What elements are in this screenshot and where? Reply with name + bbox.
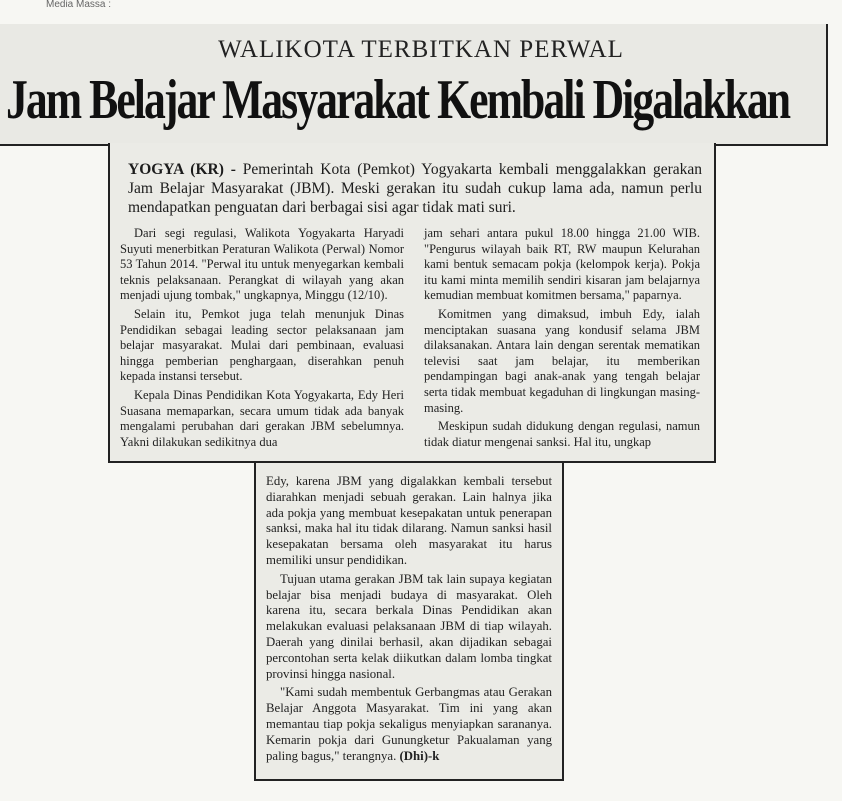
paragraph: Selain itu, Pemkot juga telah menunjuk Dinas Pendidikan sebagai leading sector pelaksanaan jam belajar masyarakat. Mulai dari pembinaan, evaluasi hingga pemberian penghargaan, diserahkan penuh kepada instansi tersebut.: [120, 306, 404, 384]
source-label: Media Massa :: [46, 0, 112, 10]
article-column-2: [424, 226, 700, 453]
article-kicker: WALIKOTA TERBITKAN PERWAL: [218, 36, 624, 63]
paragraph: [266, 685, 552, 764]
article-column-3: [266, 474, 552, 767]
article-headline: Jam Belajar Masyarakat Kembali Digalakkan: [6, 69, 790, 131]
paragraph: Meskipun sudah didukung dengan regulasi, namun tidak diatur mengenai sanksi. Hal itu, ungkap: [424, 419, 700, 449]
article-column-1: [120, 226, 404, 453]
closing-quote: "Kami sudah membentuk Gerbangmas atau Gerakan Belajar Anggota Masyarakat. Tim ini yang akan memantau tiap pokja sekaligus menyiapkan sarananya. Kemarin pokja dari Gunungketur Pakualaman yang paling bagus," terangnya.: [266, 685, 552, 763]
paragraph: Edy, karena JBM yang digalakkan kembali tersebut diarahkan menjadi sebuah gerakan. Lain halnya jika ada pokja yang membuat kesepakatan untuk penerapan sanksi, maka hal itu tidak dilarang. Namun sanksi hasil kesepakatan bersama oleh masyarakat itu harus memiliki unsur pendidikan.: [266, 474, 552, 567]
lead-text: Pemerintah Kota (Pemkot) Yogyakarta kembali menggalakkan gerakan Jam Belajar Masyarakat (JBM). Meski gerakan itu sudah cukup lama ada, namun perlu mendapatkan penguatan dari berbagai sisi agar tidak mati suri.: [128, 161, 702, 216]
dateline: YOGYA (KR) -: [128, 161, 236, 178]
paragraph: Kepala Dinas Pendidikan Kota Yogyakarta, Edy Heri Suasana memaparkan, secara umum tidak ada banyak mengalami perubahan dari gerakan JBM sebelumnya. Yakni dilakukan sedikitnya dua: [120, 387, 404, 449]
paragraph: Tujuan utama gerakan JBM tak lain supaya kegiatan belajar bisa menjadi budaya di masyarakat. Oleh karena itu, secara berkala Dinas Pendidikan akan melakukan evaluasi pelaksanaan JBM di tiap wilayah. Daerah yang dinilai berhasil, akan dijadikan sebagai percontohan serta kelak diikutkan dalam lomba tingkat provinsi hingga nasional.: [266, 571, 552, 681]
clipping-source-strip: [0, 0, 842, 12]
paragraph: Komitmen yang dimaksud, imbuh Edy, ialah menciptakan suasana yang kondusif selama JBM dilaksanakan. Antara lain dengan serentak mematikan televisi saat jam belajar, itu memberikan pendampingan bagi anak-anak yang tengah belajar serta tidak membuat kegaduhan di lingkungan masing-masing.: [424, 306, 700, 415]
paragraph: jam sehari antara pukul 18.00 hingga 21.00 WIB. "Pengurus wilayah baik RT, RW maupun Kelurahan kami bentuk semacam pokja (kelompok kerja). Pokja itu kami minta memilih sendiri kisaran jam belajarnya kemudian membuat komitmen bersama," paparnya.: [424, 226, 700, 303]
article-lead: [128, 160, 702, 217]
paragraph: Dari segi regulasi, Walikota Yogyakarta Haryadi Suyuti menerbitkan Peraturan Walikota (Perwal) Nomor 53 Tahun 2014. "Perwal itu untuk menyegarkan kembali teknis pelaksanaan. Perangkat di wilayah yang akan menjadi ujung tombak," ungkapnya, Minggu (12/10).: [120, 226, 404, 303]
author-signoff: (Dhi)-k: [399, 748, 440, 763]
